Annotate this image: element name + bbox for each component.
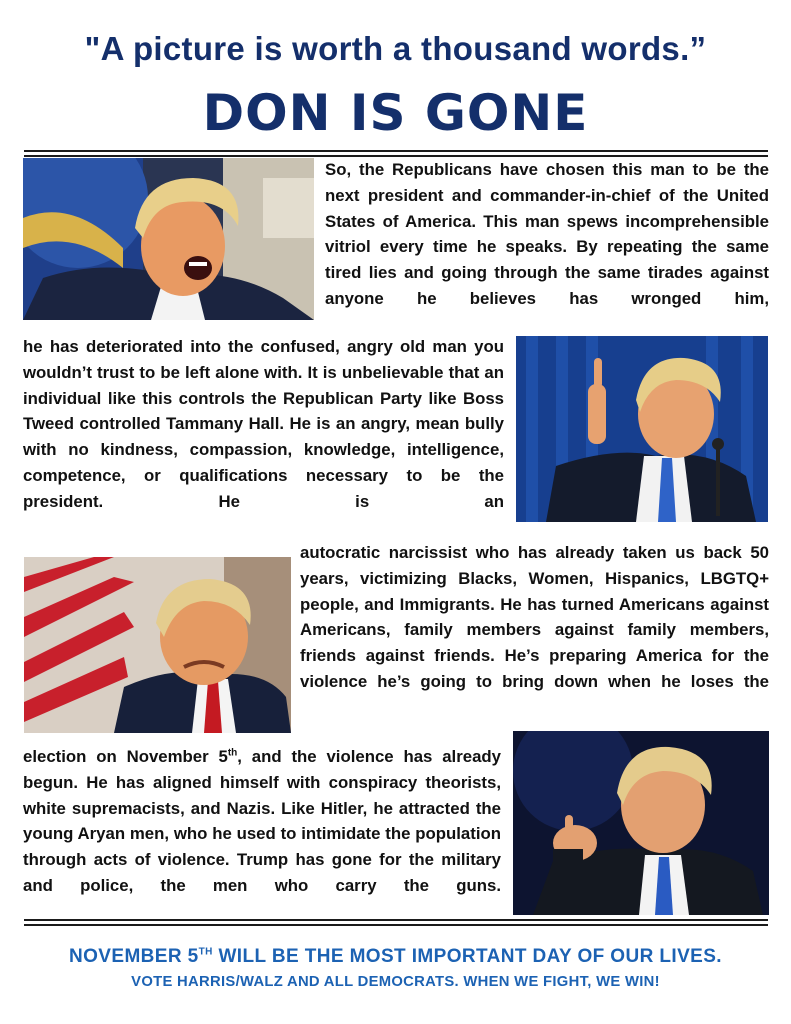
photo-grimacing-man [24,557,291,733]
article-paragraph-4 [23,744,501,899]
bottom-divider-inner [24,924,768,926]
page-headline: DON IS GONE [202,84,589,142]
photo-shouting-man [23,158,314,320]
article-paragraph-4-ordinal: th [227,747,238,759]
quote-title: "A picture is worth a thousand words.” [84,30,707,67]
article-paragraph-2: he has deteriorated into the confused, angry old man you wouldn’t trust to be left alone with. It is unbelievable that an individual like this controls the Republican Party like Boss Tweed controlled Tammany Hall. He is an angry, mean bully with no kindness, compassion, knowledge, intelligence, competence, or qualifications necessary to be the president. He is an [23,337,504,511]
top-divider [24,150,768,152]
footer-date: NOVEMBER 5 [69,946,199,967]
article-paragraph-4-end: , and the violence has already begun. He has aligned himself with conspiracy theorists, white supremacists, and Nazis. Like Hitler, he attracted the young Aryan men, who he used to intimidate the population through acts of violence. Trump has gone for the military and police, the men who carry the guns. [23,747,501,895]
article-paragraph-4-start: election on November 5 [23,747,228,766]
footer-call-to-action: VOTE HARRIS/WALZ AND ALL DEMOCRATS. WHEN WE FIGHT, WE WIN! [131,974,660,990]
article-paragraph-3: autocratic narcissist who has already taken us back 50 years, victimizing Blacks, Women, Hispanics, LBGTQ+ people, and Immigrants. He has turned Americans against Americans, family members against family members, friends against friends. He’s preparing America for the violence he’s going to bring down when he loses the [300,543,769,691]
article-paragraph-1: So, the Republicans have chosen this man to be the next president and commander-in-chief of the United States of America. This man spews incomprehensible vitriol every time he speaks. By repeating the same tired lies and going through the same tirades against anyone he believes has wronged him, [325,160,769,308]
bottom-divider [24,919,768,921]
footer-announcement-rest: WILL BE THE MOST IMPORTANT DAY OF OUR LIVES. [212,946,722,967]
footer-announcement [0,946,791,968]
photo-pointing-man [516,336,768,522]
photo-gesturing-man [513,731,769,915]
footer-date-ordinal: TH [198,946,213,958]
